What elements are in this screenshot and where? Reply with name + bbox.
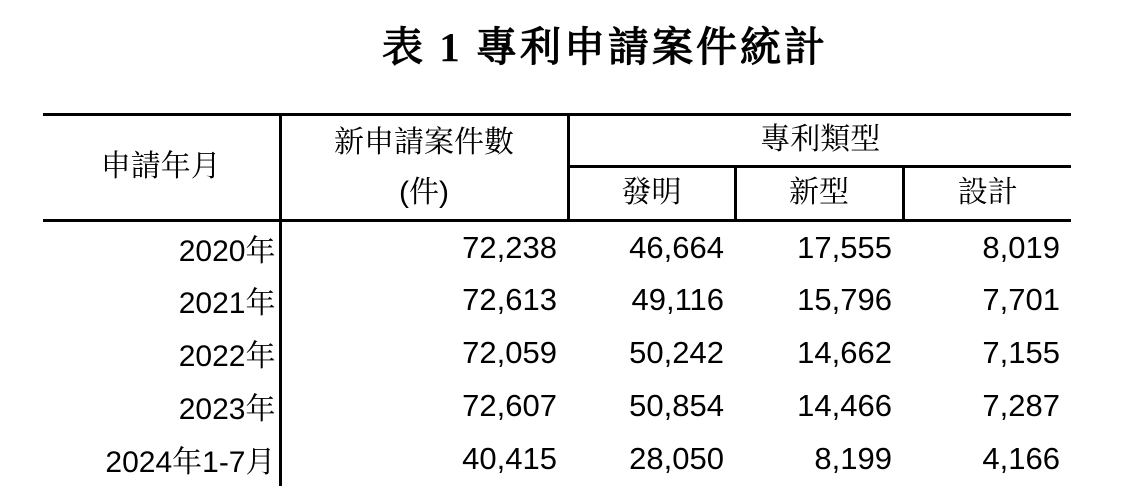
header-new-application-count [280, 115, 568, 221]
table-row-2024-jan-jul [43, 433, 1071, 486]
design-cell: 7,287 [982, 388, 1060, 423]
table-header [43, 115, 1071, 221]
invention-cell: 50,854 [629, 388, 724, 423]
table-title: 表 1 專利申請案件統計 [382, 24, 828, 70]
header-new-application-count-unit: (件) [399, 175, 449, 209]
invention-cell: 46,664 [629, 229, 724, 265]
design-cell: 7,701 [982, 282, 1060, 317]
header-utility-model: 新型 [735, 167, 903, 221]
header-new-application-count-line1: 新申請案件數 [334, 125, 514, 159]
table-row-2021 [43, 274, 1071, 327]
period-cell: 2024年1-7月 [43, 433, 280, 486]
total-cell: 72,607 [462, 388, 557, 423]
header-design: 設計 [903, 167, 1071, 221]
patent-application-statistics-table [43, 113, 1071, 486]
table-row-2023 [43, 380, 1071, 433]
utility-cell: 14,466 [797, 388, 892, 423]
total-cell: 72,613 [462, 282, 557, 317]
invention-cell: 50,242 [629, 335, 724, 370]
total-cell: 72,238 [462, 229, 557, 265]
design-cell: 4,166 [982, 441, 1060, 476]
total-cell: 72,059 [462, 335, 557, 370]
total-cell: 40,415 [462, 441, 557, 476]
period-cell: 2023年 [43, 380, 280, 433]
utility-cell: 14,662 [797, 335, 892, 370]
utility-cell: 8,199 [814, 441, 892, 476]
invention-cell: 49,116 [631, 282, 724, 317]
period-cell: 2022年 [43, 327, 280, 380]
period-cell: 2021年 [43, 274, 280, 327]
utility-cell: 15,796 [797, 282, 892, 317]
period-cell: 2020年 [43, 221, 280, 274]
invention-cell: 28,050 [629, 441, 724, 476]
table-row-2020 [43, 221, 1071, 274]
table-body [43, 221, 1071, 486]
header-application-period: 申請年月 [43, 115, 280, 221]
table-row-2022 [43, 327, 1071, 380]
utility-cell: 17,555 [797, 229, 892, 265]
design-cell: 8,019 [982, 229, 1060, 265]
header-patent-type-group: 專利類型 [568, 115, 1071, 167]
header-invention: 發明 [568, 167, 735, 221]
design-cell: 7,155 [982, 335, 1060, 370]
